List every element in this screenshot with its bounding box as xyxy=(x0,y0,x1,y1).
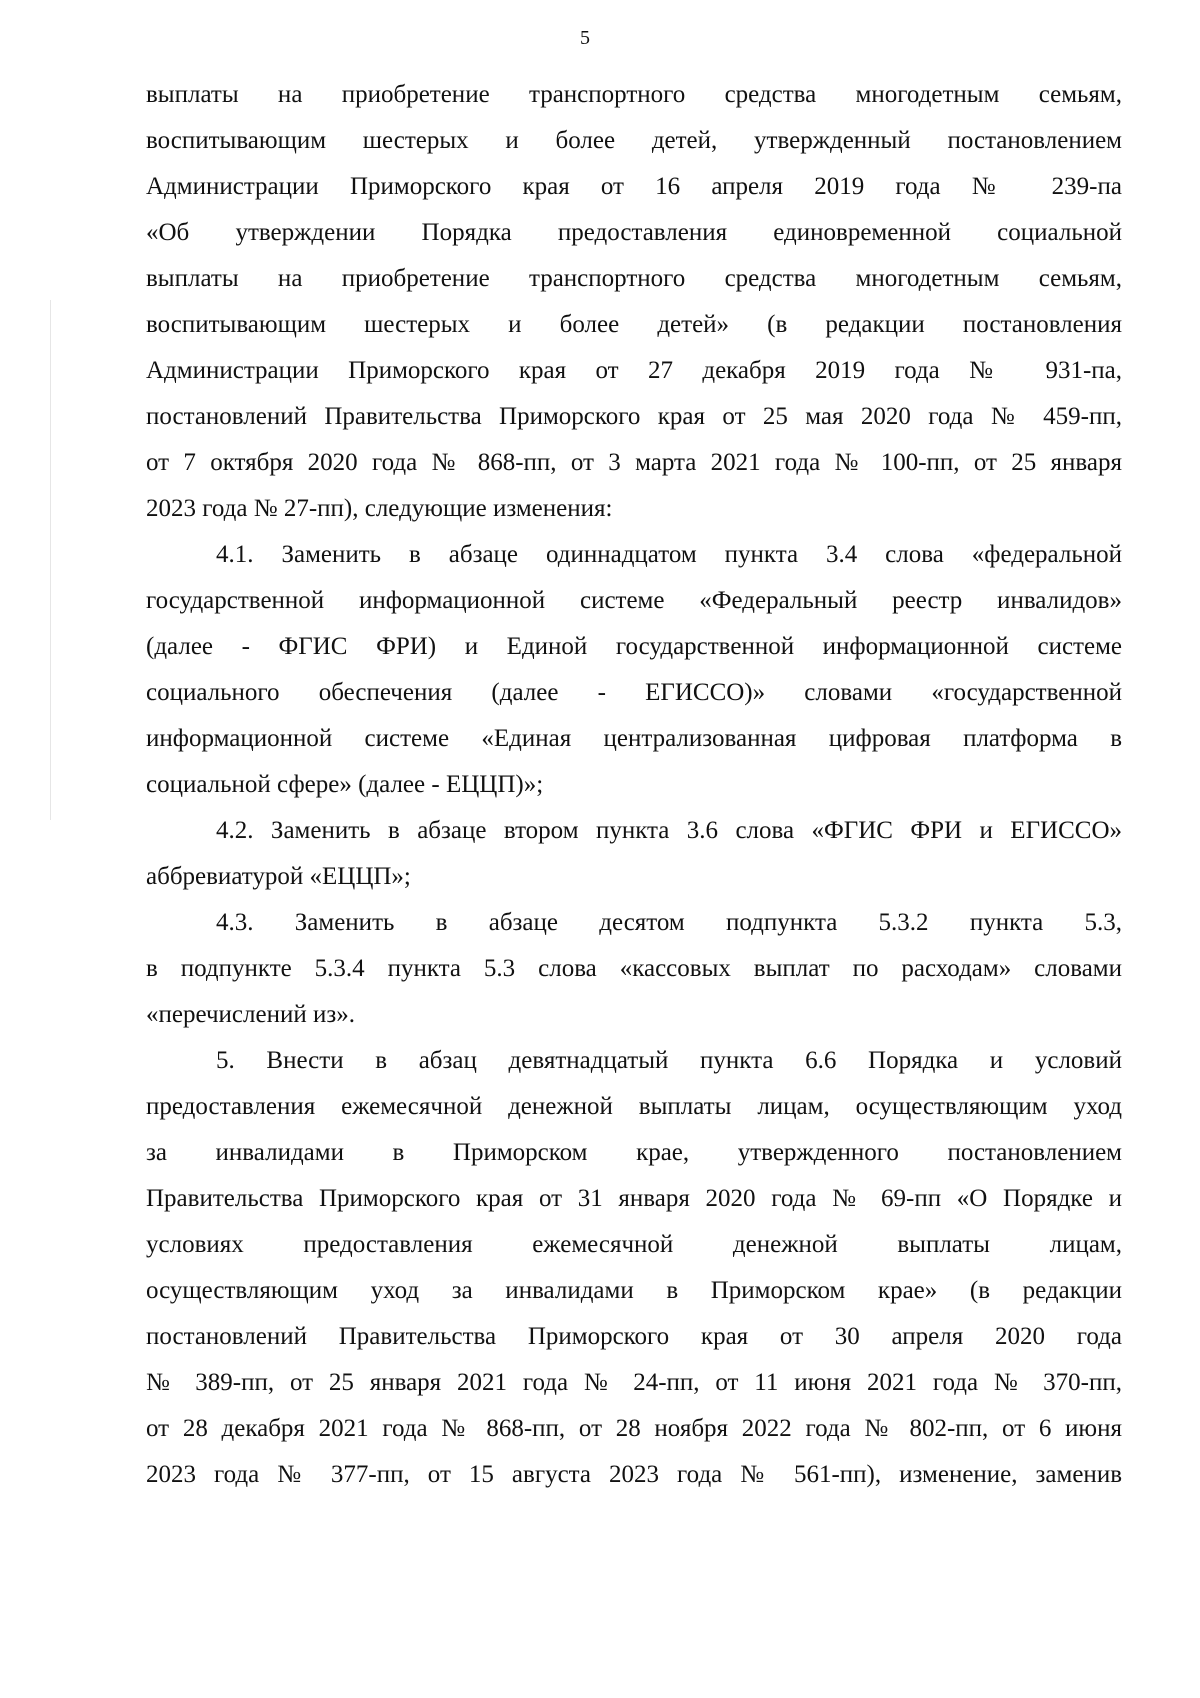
text-line: предоставления ежемесячной денежной выплаты лицам, осуществляющим уход xyxy=(146,1093,1122,1120)
text-line: за инвалидами в Приморском крае, утвержденного постановлением xyxy=(146,1139,1122,1166)
text-line: «Об утверждении Порядка предоставления единовременной социальной xyxy=(146,219,1122,246)
text-line: Администрации Приморского края от 27 декабря 2019 года № 931-па, xyxy=(146,357,1122,384)
page-number: 5 xyxy=(580,27,590,49)
text-line: воспитывающим шестерых и более детей» (в редакции постановления xyxy=(146,311,1122,338)
text-line: информационной системе «Единая централизованная цифровая платформа в xyxy=(146,725,1122,752)
text-line: государственной информационной системе «Федеральный реестр инвалидов» xyxy=(146,587,1122,614)
document-body xyxy=(146,72,1122,1498)
text-line: воспитывающим шестерых и более детей, утвержденный постановлением xyxy=(146,127,1122,154)
text-line: 2023 года № 27-пп), следующие изменения: xyxy=(146,495,613,522)
text-line: 4.1. Заменить в абзаце одиннадцатом пункта 3.4 слова «федеральной xyxy=(216,541,1122,568)
text-line: 2023 года № 377-пп, от 15 августа 2023 года № 561-пп), изменение, заменив xyxy=(146,1461,1122,1488)
text-line: постановлений Правительства Приморского края от 25 мая 2020 года № 459-пп, xyxy=(146,403,1122,430)
text-line: осуществляющим уход за инвалидами в Приморском крае» (в редакции xyxy=(146,1277,1122,1304)
text-line: аббревиатурой «ЕЦЦП»; xyxy=(146,863,411,890)
text-line: 4.3. Заменить в абзаце десятом подпункта 5.3.2 пункта 5.3, xyxy=(216,909,1122,936)
text-line: выплаты на приобретение транспортного средства многодетным семьям, xyxy=(146,265,1122,292)
text-line: в подпункте 5.3.4 пункта 5.3 слова «кассовых выплат по расходам» словами xyxy=(146,955,1122,982)
text-line: Администрации Приморского края от 16 апреля 2019 года № 239-па xyxy=(146,173,1122,200)
text-line: № 389-пп, от 25 января 2021 года № 24-пп, от 11 июня 2021 года № 370-пп, xyxy=(146,1369,1122,1396)
text-line: выплаты на приобретение транспортного средства многодетным семьям, xyxy=(146,81,1122,108)
text-line: «перечислений из». xyxy=(146,1001,355,1028)
text-line: от 28 декабря 2021 года № 868-пп, от 28 ноября 2022 года № 802-пп, от 6 июня xyxy=(146,1415,1122,1442)
text-line: условиях предоставления ежемесячной денежной выплаты лицам, xyxy=(146,1231,1122,1258)
scan-artifact-line xyxy=(50,300,51,820)
text-line: 5. Внести в абзац девятнадцатый пункта 6.6 Порядка и условий xyxy=(216,1047,1122,1074)
text-line: постановлений Правительства Приморского края от 30 апреля 2020 года xyxy=(146,1323,1122,1350)
text-line: Правительства Приморского края от 31 января 2020 года № 69-пп «О Порядке и xyxy=(146,1185,1122,1212)
text-line: социальной сфере» (далее - ЕЦЦП)»; xyxy=(146,771,544,798)
text-line: 4.2. Заменить в абзаце втором пункта 3.6 слова «ФГИС ФРИ и ЕГИССО» xyxy=(216,817,1122,844)
text-line: от 7 октября 2020 года № 868-пп, от 3 марта 2021 года № 100-пп, от 25 января xyxy=(146,449,1122,476)
text-line: социального обеспечения (далее - ЕГИССО)» словами «государственной xyxy=(146,679,1122,706)
text-line: (далее - ФГИС ФРИ) и Единой государственной информационной системе xyxy=(146,633,1122,660)
